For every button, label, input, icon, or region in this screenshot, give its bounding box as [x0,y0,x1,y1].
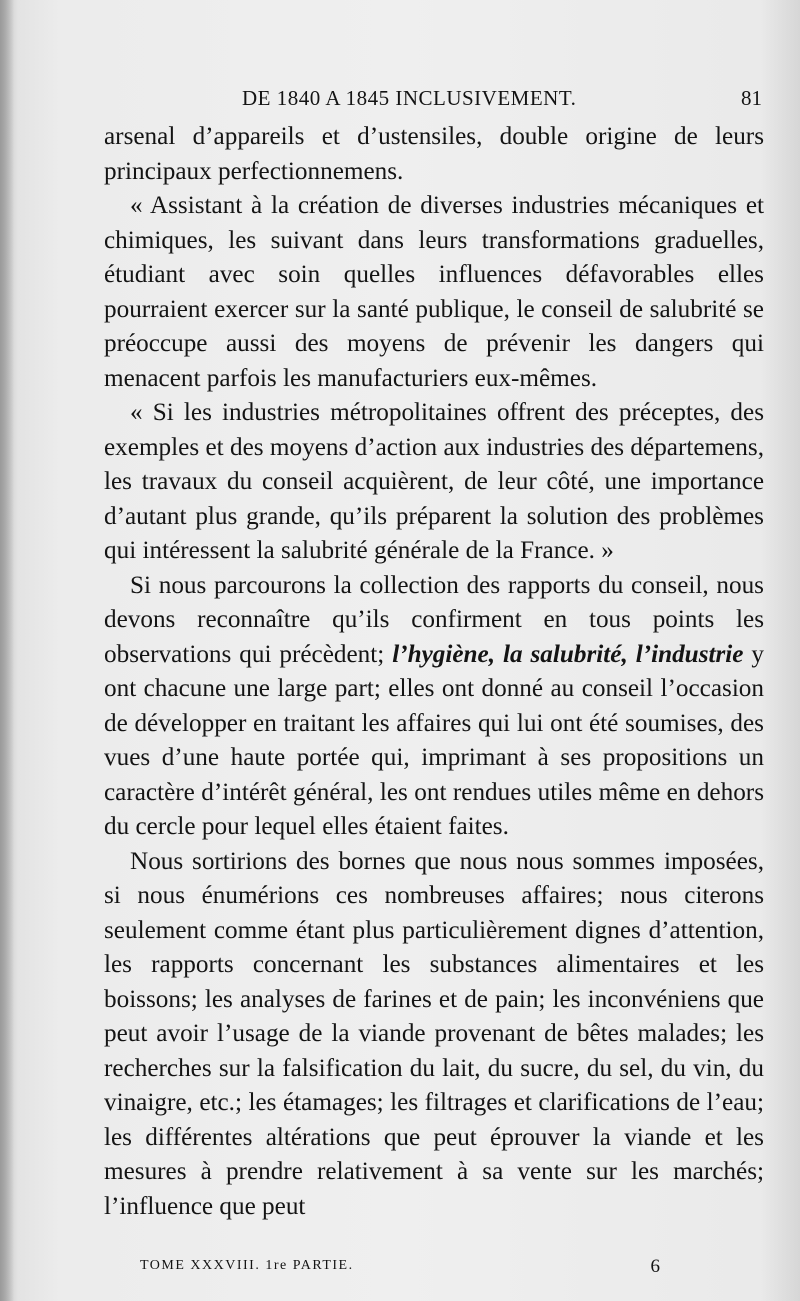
sheet-number: 6 [650,1256,660,1277]
paragraph-4-before: Si nous parcourons la collection des rapports du conseil, nous devons reconnaître qu’ils confirment en tous points les observations qui précèdent; [104,571,764,668]
page-number: 81 [741,86,762,110]
paragraph-4 [104,569,764,845]
page-header [242,86,762,116]
paragraph-4-after: y ont chacune une large part; elles ont donné au conseil l’occasion de développer en traitant les affaires qui lui ont été soumises, des vues d’une haute portée qui, imprimant à ses propositions un caractère d’intérêt général, les ont rendues utiles même en dehors du cercle pour lequel elles étaient faites. [104,640,765,840]
paragraph-2: « Assistant à la création de diverses industries mécaniques et chimiques, les suivant dans leurs transformations graduelles, étudiant avec soin quelles influences défavorables elles pourraient exercer sur la santé publique, le conseil de salubrité se préoccupe aussi des moyens de prévenir les dangers qui menacent parfois les manufacturiers eux-mêmes. [104,192,764,392]
page-footer [140,1256,660,1280]
gutter-shadow [0,0,14,1301]
paragraph-5: Nous sortirions des bornes que nous nous sommes imposées, si nous énumérions ces nombreuses affaires; nous citerons seulement comme étant plus particulièrement dignes d’attention, les rapports concernant les substances alimentaires et les boissons; les analyses de farines et de pain; les inconvéniens que peut avoir l’usage de la viande provenant de bêtes malades; les recherches sur la falsification du lait, du sucre, du sel, du vin, du vinaigre, etc.; les étamages; les filtrages et clarifications de l’eau; les différentes altérations que peut éprouver la viande et les mesures à prendre relativement à sa vente sur les marchés; l’influence que peut [104,847,764,1220]
running-head: DE 1840 A 1845 INCLUSIVEMENT. [242,86,577,110]
printer-signature: TOME XXXVIII. 1re PARTIE. [140,1258,354,1273]
emphasized-terms: l’hygiène, la salubrité, l’industrie [392,640,744,668]
paragraph-1: arsenal d’appareils et d’ustensiles, double origine de leurs principaux perfectionnemens. [104,123,764,185]
paragraph-3: « Si les industries métropolitaines offrent des préceptes, des exemples et des moyens d’action aux industries des départemens, les travaux du conseil acquièrent, de leur côté, une importance d’autant plus grande, qu’ils préparent la solution des problèmes qui intéressent la salubrité générale de la France. » [104,399,764,564]
body-text [104,120,764,1224]
